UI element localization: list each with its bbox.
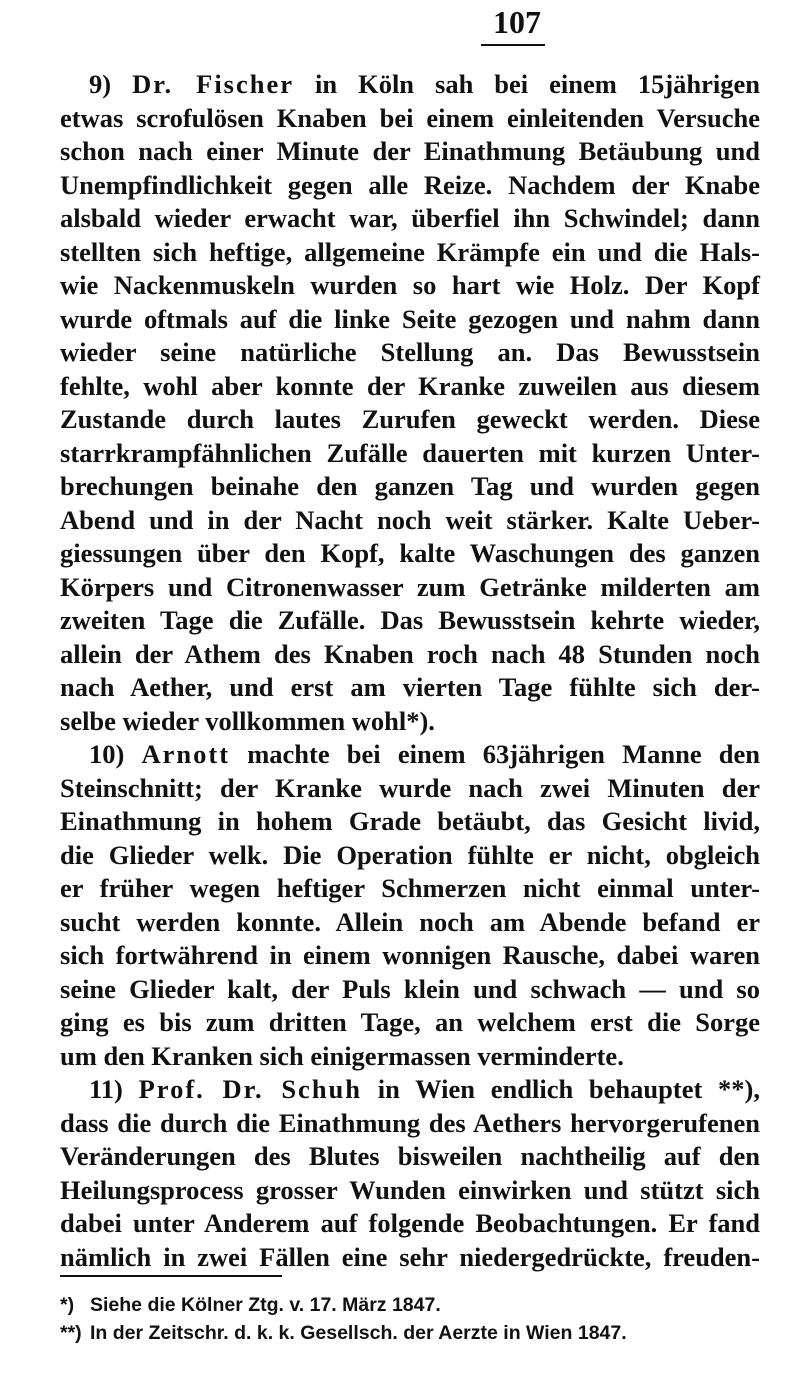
text-line	[60, 738, 760, 772]
footnote	[60, 1291, 760, 1319]
text-line: starrkrampfähnlichen Zufälle dauerten mit kurzen Unter-	[60, 437, 760, 468]
footnote-separator	[60, 1275, 282, 1277]
item-number: 10)	[89, 739, 142, 769]
paragraph-11	[60, 1073, 760, 1274]
footnotes	[60, 1291, 760, 1347]
text-line: etwas scrofulösen Knaben bei einem einleitenden Versuche	[60, 102, 760, 133]
footnote-text: In der Zeitschr. d. k. k. Gesellsch. der Aerzte in Wien 1847.	[90, 1322, 627, 1344]
item-number: 9)	[89, 69, 133, 99]
text-line: zweiten Tage die Zufälle. Das Bewusstsein kehrte wieder,	[60, 605, 760, 635]
text-line: wurde oftmals auf die linke Seite gezogen und nahm dann	[60, 303, 760, 334]
text-line: nämlich in zwei Fällen eine sehr niedergedrückte, freuden-	[60, 1241, 760, 1272]
text-line: Steinschnitt; der Kranke wurde nach zwei Minuten der	[60, 772, 760, 803]
text-line: giessungen über den Kopf, kalte Waschungen des ganzen	[60, 538, 760, 568]
author-name: Arnott	[141, 739, 231, 769]
text-line: Einathmung in hohem Grade betäubt, das Gesicht livid,	[60, 806, 760, 836]
text-line: stellten sich heftige, allgemeine Krämpfe ein und die Hals-	[60, 236, 760, 267]
text-line: wie Nackenmuskeln wurden so hart wie Holz. Der Kopf	[60, 270, 760, 300]
author-name: Prof. Dr. Schuh	[138, 1074, 363, 1104]
text-line: er früher wegen heftiger Schmerzen nicht einmal unter-	[60, 873, 760, 903]
text-line: ging es bis zum dritten Tage, an welchem erst die Sorge	[60, 1007, 760, 1037]
text-line: dass die durch die Einathmung des Aethers hervorgerufenen	[60, 1107, 760, 1138]
footnote-mark: **)	[60, 1322, 82, 1344]
text-line	[60, 68, 760, 102]
text-line: nach Aether, und erst am vierten Tage fühlte sich der-	[60, 672, 760, 702]
footnote-mark: *)	[60, 1294, 75, 1316]
page-number: 107	[493, 4, 541, 40]
text-line: Abend und in der Nacht noch weit stärker. Kalte Ueber-	[60, 504, 760, 535]
footnote	[60, 1319, 760, 1347]
text-line: dabei unter Anderem auf folgende Beobachtungen. Er fand	[60, 1208, 760, 1238]
text-line: die Glieder welk. Die Operation fühlte er nicht, obgleich	[60, 839, 760, 870]
footnote-text: Siehe die Kölner Ztg. v. 17. März 1847.	[90, 1294, 441, 1316]
text-line: allein der Athem des Knaben roch nach 48 Stunden noch	[60, 638, 760, 669]
text-line: sich fortwährend in einem wonnigen Rausche, dabei waren	[60, 940, 760, 970]
text-line: Unempfindlichkeit gegen alle Reize. Nachdem der Knabe	[60, 169, 760, 200]
paragraph-9	[60, 68, 760, 738]
line-text: machte bei einem 63jährigen Manne den	[230, 739, 760, 769]
author-name: Dr. Fischer	[132, 69, 295, 99]
page-number-underline	[481, 44, 545, 46]
text-line: alsbald wieder erwacht war, überfiel ihn Schwindel; dann	[60, 203, 760, 233]
text-line: selbe wieder vollkommen wohl*).	[60, 705, 435, 736]
text-line: um den Kranken sich einigermassen verminderte.	[60, 1040, 624, 1071]
text-line: Veränderungen des Blutes bisweilen nachtheilig auf den	[60, 1141, 760, 1171]
text-line: Körpers und Citronenwasser zum Getränke milderten am	[60, 571, 760, 602]
text-line: Zustande durch lautes Zurufen geweckt werden. Diese	[60, 404, 760, 434]
body-text	[60, 68, 760, 1274]
text-line	[60, 1073, 760, 1107]
text-line: schon nach einer Minute der Einathmung Betäubung und	[60, 136, 760, 166]
text-line: sucht werden konnte. Allein noch am Abende befand er	[60, 906, 760, 937]
item-number: 11)	[89, 1074, 139, 1104]
text-line: wieder seine natürliche Stellung an. Das Bewusstsein	[60, 337, 760, 367]
paragraph-10	[60, 738, 760, 1073]
line-text: in Wien endlich behauptet **),	[362, 1074, 760, 1104]
text-line: Heilungsprocess grosser Wunden einwirken und stützt sich	[60, 1174, 760, 1205]
line-text: in Köln sah bei einem 15jährigen	[294, 69, 761, 99]
text-line: brechungen beinahe den ganzen Tag und wurden gegen	[60, 471, 760, 501]
text-line: fehlte, wohl aber konnte der Kranke zuweilen aus diesem	[60, 370, 760, 401]
text-line: seine Glieder kalt, der Puls klein und schwach — und so	[60, 973, 760, 1004]
